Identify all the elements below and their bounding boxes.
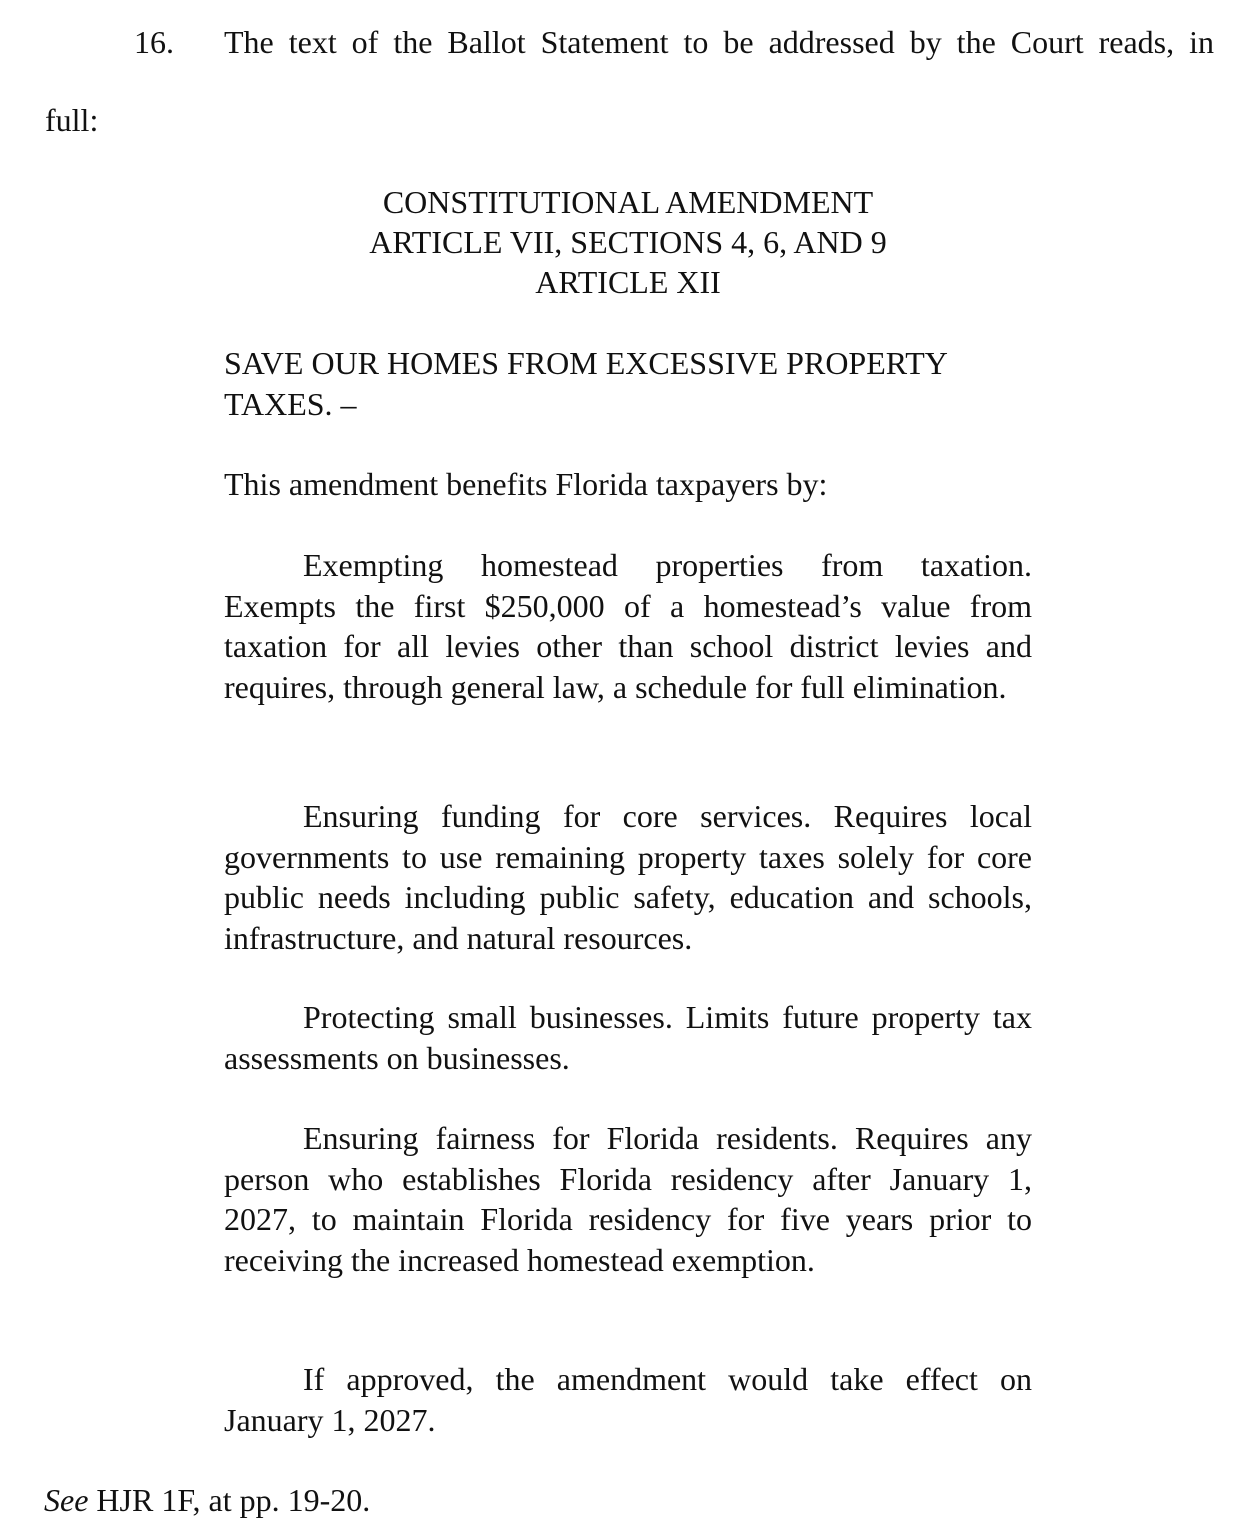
heading-line-amendment: CONSTITUTIONAL AMENDMENT xyxy=(382,184,874,220)
citation-text: HJR 1F, at pp. 19-20. xyxy=(88,1482,371,1518)
ballot-intro: This amendment benefits Florida taxpayers by: xyxy=(224,466,828,502)
ballot-title: SAVE OUR HOMES FROM EXCESSIVE PROPERTY TAXES. – xyxy=(224,345,947,422)
citation xyxy=(44,1480,370,1520)
ballot-item-effective-date: If approved, the amendment would take effect on January 1, 2027. xyxy=(224,1361,1032,1438)
heading-line-article-vii: ARTICLE VII, SECTIONS 4, 6, AND 9 xyxy=(369,224,887,260)
amendment-heading xyxy=(224,182,1032,302)
paragraph-lead-text: The text of the Ballot Statement to be addressed by the Court reads, in xyxy=(224,24,1214,60)
ballot-item-homestead-exemption: Exempting homestead properties from taxation. Exempts the first $250,000 of a homestead’s value from taxation for all levies other than school district levies and requires, through general law, a schedule for full elimination. xyxy=(224,547,1032,705)
paragraph-number: 16. xyxy=(134,24,174,60)
heading-line-article-xii: ARTICLE XII xyxy=(535,264,721,300)
ballot-item-small-businesses: Protecting small businesses. Limits future property tax assessments on businesses. xyxy=(224,999,1032,1076)
ballot-item-residency-fairness: Ensuring fairness for Florida residents. Requires any person who establishes Florida residency after January 1, 2027, to maintain Florida residency for five years prior to receiving the increased homestead exemption. xyxy=(224,1120,1032,1278)
paragraph-continuation: full: xyxy=(45,102,99,138)
ballot-item-core-services: Ensuring funding for core services. Requires local governments to use remaining property taxes solely for core public needs including public safety, education and schools, infrastructure, and natural resources. xyxy=(224,798,1032,956)
citation-signal: See xyxy=(44,1482,89,1518)
